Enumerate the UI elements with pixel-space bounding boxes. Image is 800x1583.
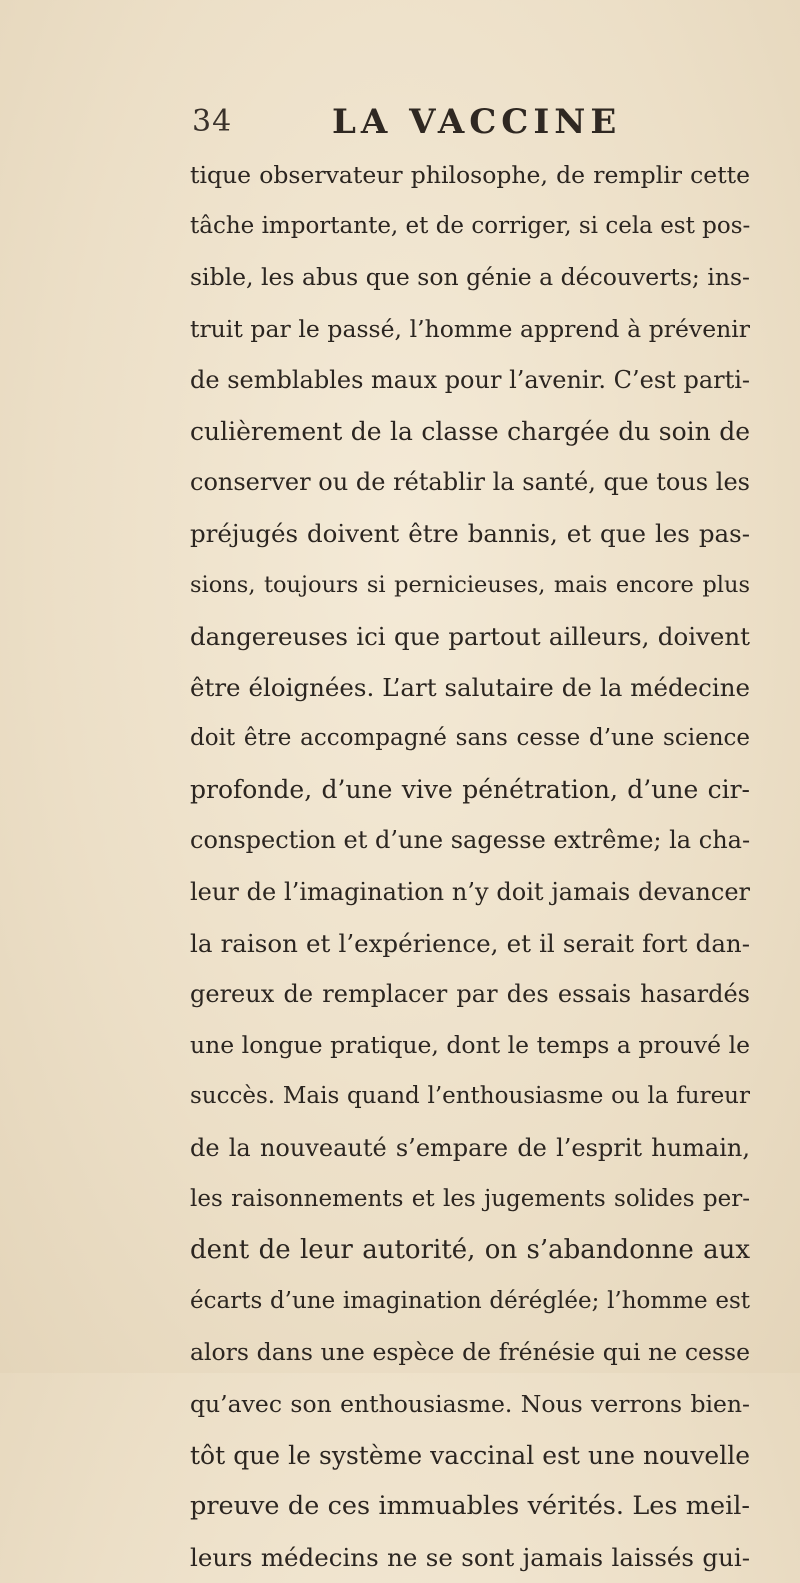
text-line: preuve de ces immuables vérités. Les meil- [190, 1490, 750, 1521]
running-title: LA VACCINE [332, 102, 622, 142]
text-line: de la nouveauté s’empare de l’esprit humain, [190, 1133, 750, 1162]
text-line: une longue pratique, dont le temps a prouvé le [190, 1031, 750, 1060]
text-line: sible, les abus que son génie a découverts; ins- [190, 263, 750, 292]
text-line: de semblables maux pour l’avenir. C’est parti- [190, 365, 750, 394]
text-line: préjugés doivent être bannis, et que les pas- [190, 519, 750, 549]
text-line: gereux de remplacer par des essais hasardés [190, 980, 750, 1008]
text-line: culièrement de la classe chargée du soin de [190, 416, 750, 446]
text-line: tique observateur philosophe, de remplir cette [190, 161, 750, 189]
text-line: dent de leur autorité, on s’abandonne aux [190, 1234, 750, 1265]
text-line: les raisonnements et les jugements solides per- [190, 1185, 750, 1212]
text-line: conserver ou de rétablir la santé, que tous les [190, 468, 750, 497]
text-line: la raison et l’expérience, et il serait fort dan- [190, 928, 750, 958]
text-line: truit par le passé, l’homme apprend à prévenir [190, 314, 750, 343]
text-line: tâche importante, et de corriger, si cela est pos- [190, 213, 750, 240]
text-line: sions, toujours si pernicieuses, mais encore plus [190, 571, 750, 598]
page-number: 34 [192, 104, 233, 139]
text-line: leurs médecins ne se sont jamais laissés gui- [190, 1543, 750, 1573]
text-line: alors dans une espèce de frénésie qui ne cesse [190, 1338, 750, 1367]
text-line: dangereuses ici que partout ailleurs, doivent [190, 621, 750, 651]
text-line: conspection et d’une sagesse extrême; la cha- [190, 826, 750, 855]
text-line: écarts d’une imagination déréglée; l’homme est [190, 1288, 750, 1315]
text-line: succès. Mais quand l’enthousiasme ou la fureur [190, 1083, 750, 1110]
text-line: tôt que le système vaccinal est une nouvelle [190, 1440, 750, 1470]
text-line: qu’avec son enthousiasme. Nous verrons bien- [190, 1389, 750, 1418]
running-head [192, 104, 752, 144]
text-line: leur de l’imagination n’y doit jamais devancer [190, 877, 750, 906]
text-line: être éloignées. L’art salutaire de la médecine [190, 672, 750, 702]
text-line: doit être accompagné sans cesse d’une science [190, 725, 750, 752]
text-line: profonde, d’une vive pénétration, d’une cir- [190, 775, 750, 805]
body-text [190, 150, 750, 1583]
